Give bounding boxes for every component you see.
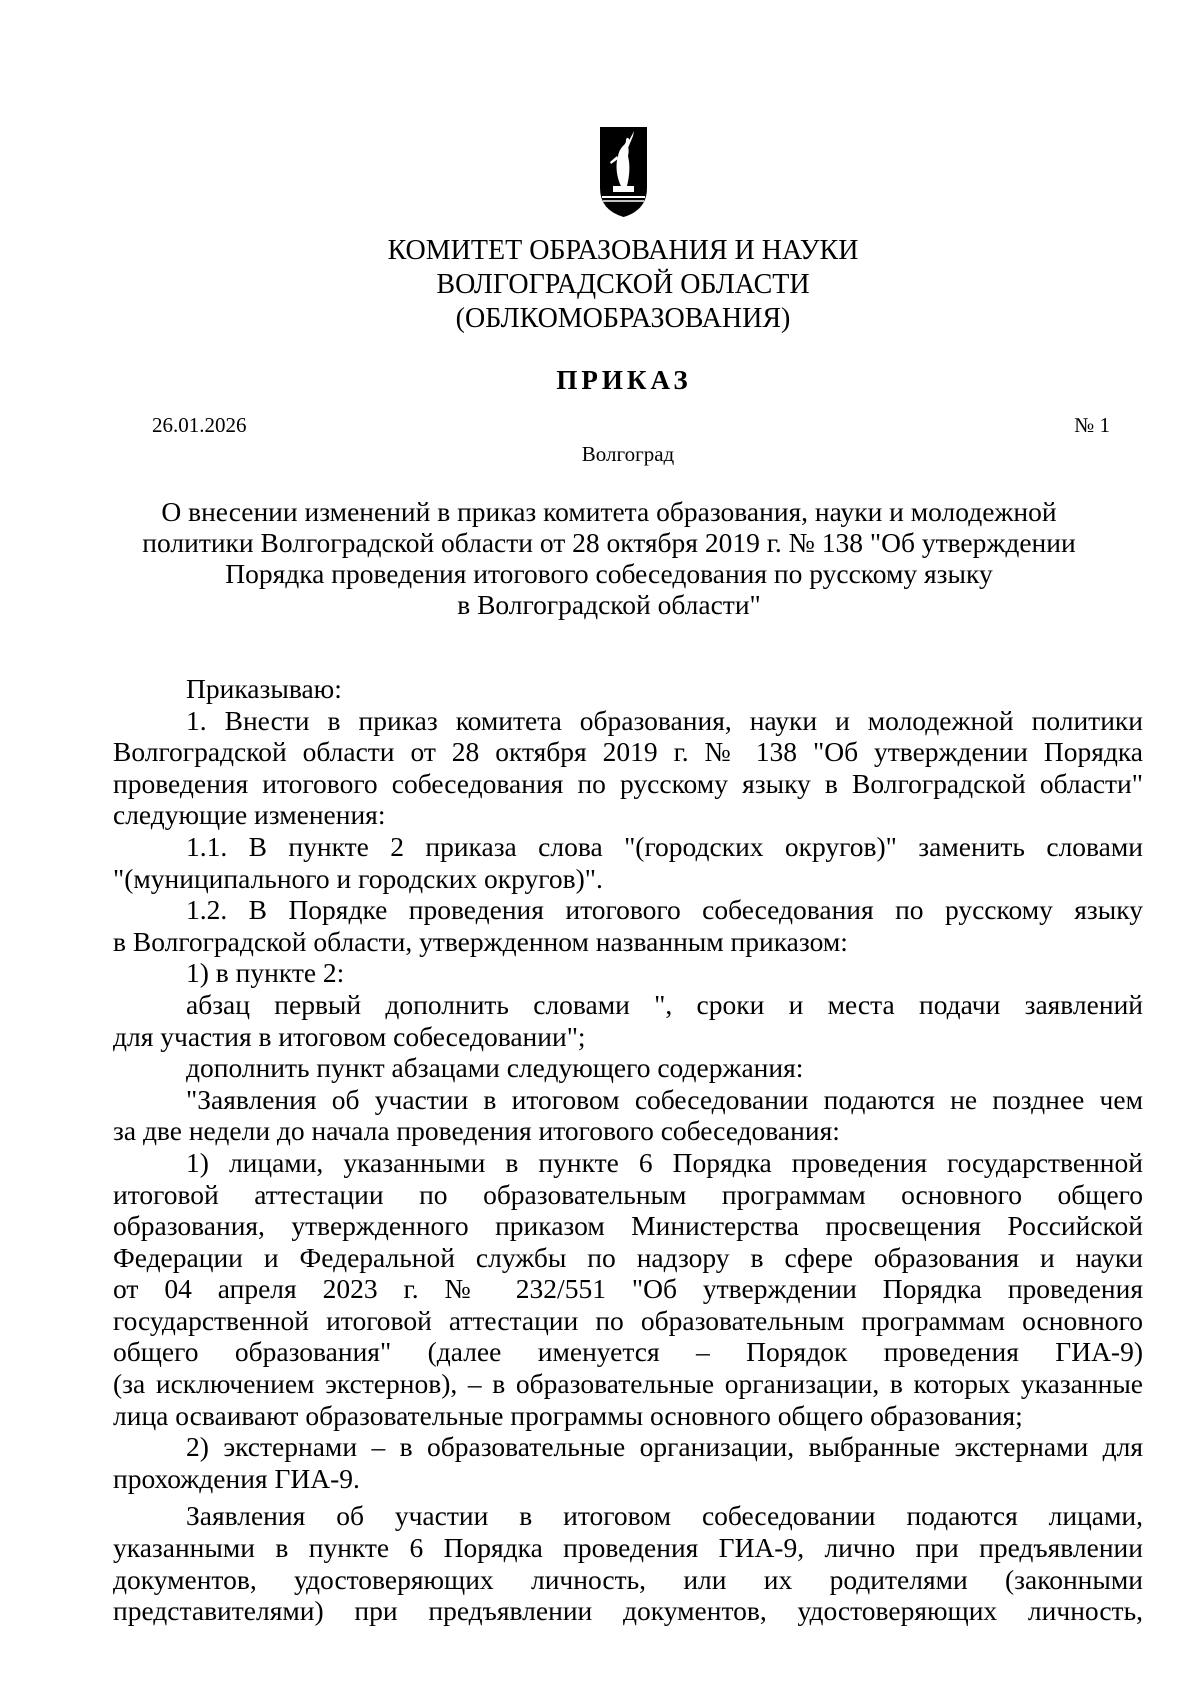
- body-line: образования, утвержденного приказом Министерства просвещения Российской: [113, 1210, 1143, 1242]
- body-line: (за исключением экстернов), – в образовательные организации, в которых указанные: [113, 1368, 1143, 1400]
- subject-line: Порядка проведения итогового собеседования по русскому языку: [225, 558, 993, 589]
- body-line: 2) экстернами – в образовательные организации, выбранные экстернами для: [186, 1431, 1143, 1463]
- body-line: 1.2. В Порядке проведения итогового собеседования по русскому языку: [186, 894, 1143, 926]
- body-line: Волгоградской области от 28 октября 2019 г. № 138 "Об утверждении Порядка: [113, 736, 1143, 768]
- body-line: в Волгоградской области, утвержденном названным приказом:: [113, 925, 848, 957]
- organization-name-line: ВОЛГОГРАДСКОЙ ОБЛАСТИ: [436, 269, 810, 300]
- body-line: 1. Внести в приказ комитета образования, науки и молодежной политики: [186, 704, 1143, 736]
- coat-of-arms-icon: [599, 126, 648, 218]
- body-line: 1) в пункте 2:: [186, 957, 345, 989]
- document-number: № 1: [1074, 413, 1110, 437]
- body-line: "Заявления об участии в итоговом собеседовании подаются не позднее чем: [186, 1083, 1143, 1115]
- document-date: 26.01.2026: [152, 413, 247, 437]
- subject-line: политики Волгоградской области от 28 октября 2019 г. № 138 "Об утверждении: [142, 527, 1076, 558]
- body-line: 1.1. В пункте 2 приказа слова "(городских округов)" заменить словами: [186, 830, 1143, 862]
- organization-name: [0, 234, 1200, 336]
- body-line: Заявления об участии в итоговом собеседовании подаются лицами,: [186, 1500, 1143, 1532]
- body-line: дополнить пункт абзацами следующего содержания:: [186, 1052, 804, 1084]
- organization-name-line: (ОБЛКОМОБРАЗОВАНИЯ): [455, 303, 791, 334]
- subject-line: в Волгоградской области": [457, 589, 761, 620]
- document-city: Волгоград: [581, 442, 675, 466]
- body-line: 1) лицами, указанными в пункте 6 Порядка проведения государственной: [186, 1146, 1143, 1178]
- body-line: прохождения ГИА-9.: [113, 1462, 360, 1494]
- body-line: лица осваивают образовательные программы основного общего образования;: [113, 1399, 1023, 1431]
- subject-line: О внесении изменений в приказ комитета образования, науки и молодежной: [161, 496, 1057, 527]
- organization-name-line: КОМИТЕТ ОБРАЗОВАНИЯ И НАУКИ: [387, 235, 859, 266]
- body-line: для участия в итоговом собеседовании";: [113, 1020, 586, 1052]
- body-line: документов, удостоверяющих личность, или их родителями (законными: [113, 1563, 1143, 1595]
- body-line: Приказываю:: [186, 673, 342, 704]
- body-line: абзац первый дополнить словами ", сроки и места подачи заявлений: [186, 988, 1143, 1020]
- document-subject: [100, 496, 1118, 620]
- body-line: указанными в пункте 6 Порядка проведения ГИА-9, лично при предъявлении: [113, 1532, 1143, 1564]
- body-line: за две недели до начала проведения итогового собеседования:: [113, 1115, 840, 1147]
- body-line: "(муниципального и городских округов)".: [113, 862, 603, 894]
- body-line: итоговой аттестации по образовательным программам основного общего: [113, 1178, 1143, 1210]
- body-line: общего образования" (далее именуется – Порядок проведения ГИА-9): [113, 1336, 1143, 1368]
- body-line: государственной итоговой аттестации по образовательным программам основного: [113, 1304, 1143, 1336]
- body-line: следующие изменения:: [113, 799, 386, 831]
- body-line: представителями) при предъявлении документов, удостоверяющих личность,: [113, 1595, 1143, 1627]
- body-line: Федерации и Федеральной службы по надзору в сфере образования и науки: [113, 1241, 1143, 1273]
- body-line: проведения итогового собеседования по русскому языку в Волгоградской области": [113, 767, 1143, 799]
- document-type-title: ПРИКАЗ: [556, 365, 692, 395]
- body-line: от 04 апреля 2023 г. № 232/551 "Об утверждении Порядка проведения: [113, 1273, 1143, 1305]
- document-body: [113, 673, 1143, 1627]
